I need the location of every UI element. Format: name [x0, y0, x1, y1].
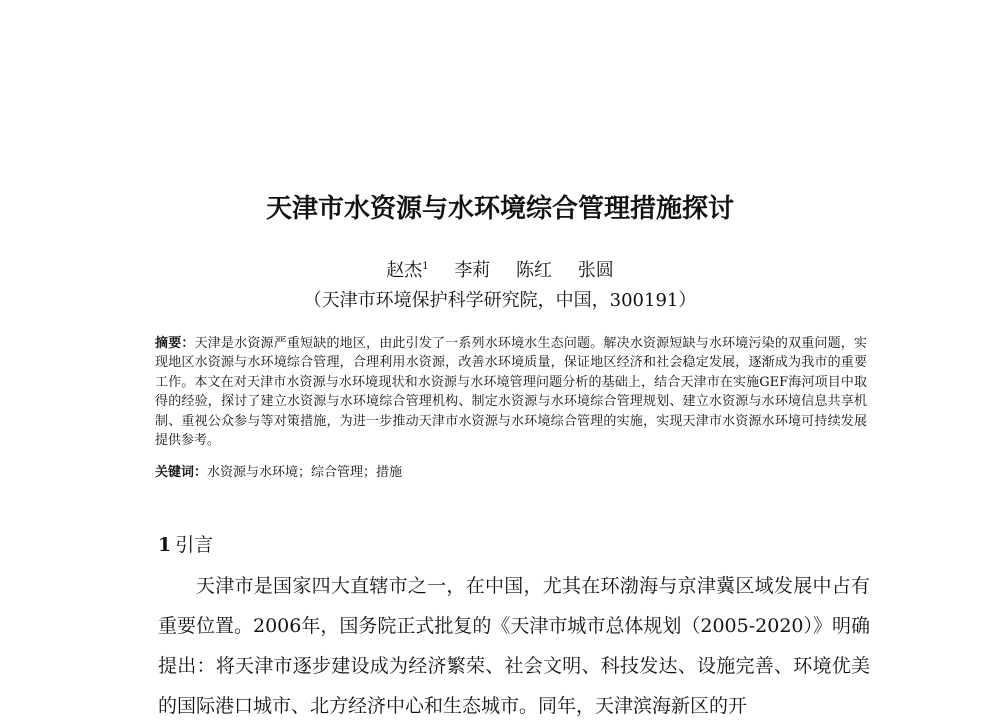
abstract — [155, 334, 867, 450]
body-paragraph: 天津市是国家四大直辖市之一，在中国，尤其在环渤海与京津冀区域发展中占有重要位置。2006年，国务院正式批复的《天津市城市总体规划（2005-2020）》明确提出：将天津市逐步建设成为经济繁荣、社会文明、科技发达、设施完善、环境优美的国际港口城市、北方经济中心和生态城市。同年，天津滨海新区的开 — [158, 575, 870, 717]
author-1-affiliation-mark: 1 — [422, 261, 429, 272]
author-1: 赵杰$^1$ — [386, 260, 429, 281]
keywords — [155, 461, 867, 480]
section-title: 引言 — [175, 534, 214, 556]
keywords-label: 关键词： — [155, 465, 208, 480]
author-list — [0, 256, 1000, 282]
affiliation: （天津市环境保护科学研究院，中国，300191） — [303, 290, 697, 311]
abstract-label: 摘要： — [155, 336, 195, 351]
section-heading — [158, 530, 213, 557]
section-number: 1 — [158, 534, 172, 556]
body-text — [158, 566, 870, 726]
author-3: 陈红 — [516, 260, 553, 281]
author-2: 李莉 — [454, 260, 491, 281]
paper-title: 天津市水资源与水环境综合管理措施探讨 — [265, 194, 734, 224]
abstract-text: 天津是水资源严重短缺的地区，由此引发了一系列水环境水生态问题。解决水资源短缺与水环境污染的双重问题，实现地区水资源与水环境综合管理，合理利用水资源，改善水环境质量，保证地区经济和社会稳定发展，逐渐成为我市的重要工作。本文在对天津市水资源与水环境现状和水资源与水环境管理问题分析的基础上，结合天津市在实施GEF海河项目中取得的经验，探讨了建立水资源与水环境综合管理机构、制定水资源与水环境综合管理规划、建立水资源与水环境信息共享机制、重视公众参与等对策措施，为进一步推动天津市水资源与水环境综合管理的实施，实现天津市水资源水环境可持续发展提供参考。 — [155, 336, 867, 449]
author-4: 张圆 — [577, 260, 614, 281]
keywords-text: 水资源与水环境；综合管理；措施 — [207, 465, 403, 480]
